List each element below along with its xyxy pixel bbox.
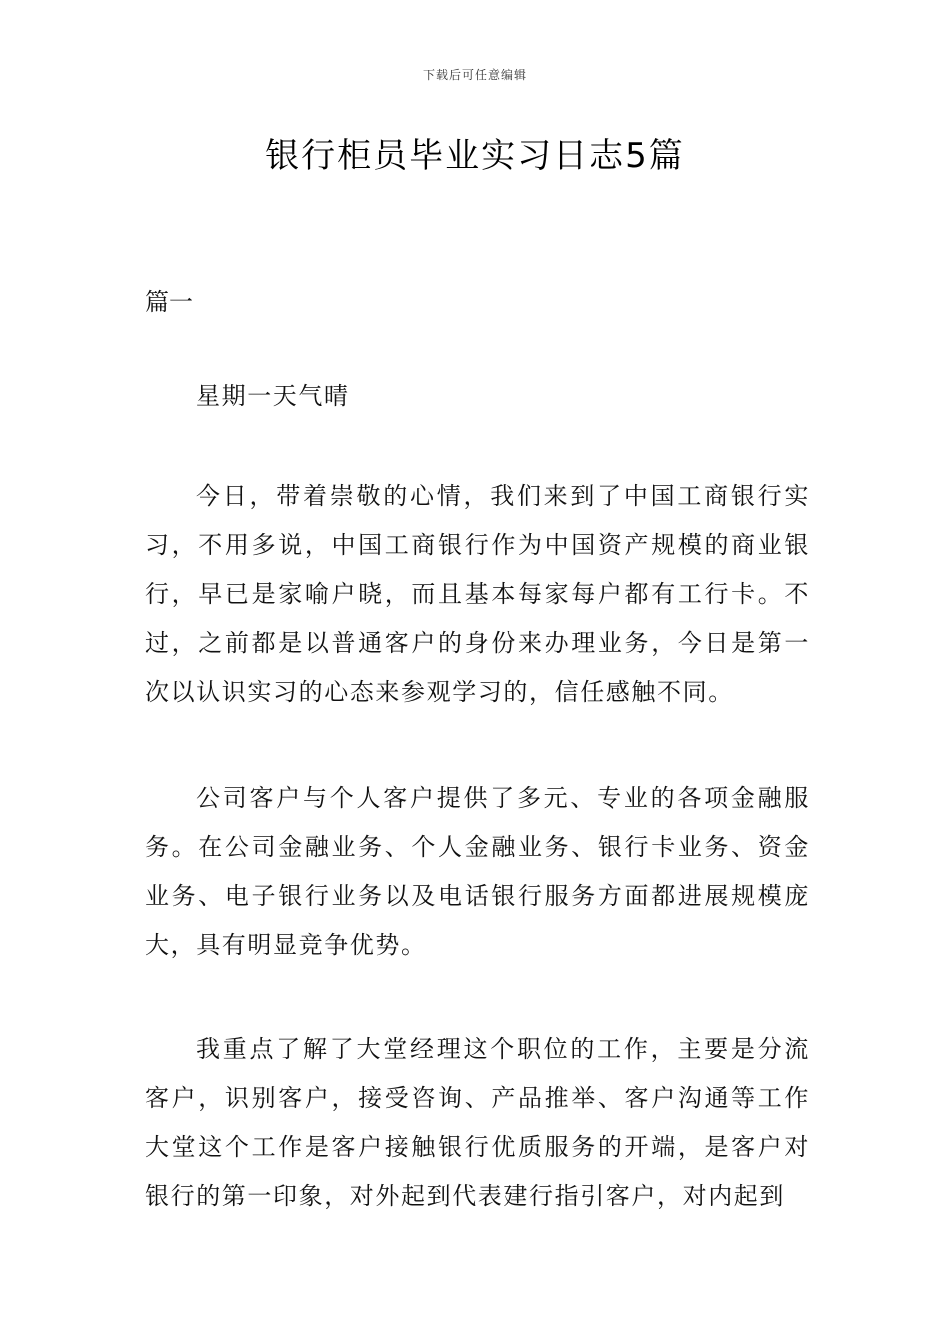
document-title: 银行柜员毕业实习日志5篇 xyxy=(265,136,685,176)
paragraph-1: 今日，带着崇敬的心情，我们来到了中国工商银行实习，不用多说，中国工商银行作为中国资产规模的商业银行，早已是家喻户晓，而且基本每家每户都有工行卡。不过，之前都是以普通客户的身份来办理业务，今日是第一次以认识实习的心态来参观学习的，信任感触不同。 xyxy=(145,482,810,706)
paragraph-2: 公司客户与个人客户提供了多元、专业的各项金融服务。在公司金融业务、个人金融业务、银行卡业务、资金业务、电子银行业务以及电话银行服务方面都进展规模庞大，具有明显竞争优势。 xyxy=(145,784,810,959)
section-label: 篇一 xyxy=(145,288,193,316)
header-note: 下载后可任意编辑 xyxy=(422,68,527,82)
weather-line: 星期一天气晴 xyxy=(196,382,350,410)
paragraph-3: 我重点了解了大堂经理这个职位的工作，主要是分流客户，识别客户，接受咨询、产品推举、客户沟通等工作大堂这个工作是客户接触银行优质服务的开端，是客户对银行的第一印象，对外起到代表建行指引客户，对内起到 xyxy=(145,1035,810,1210)
